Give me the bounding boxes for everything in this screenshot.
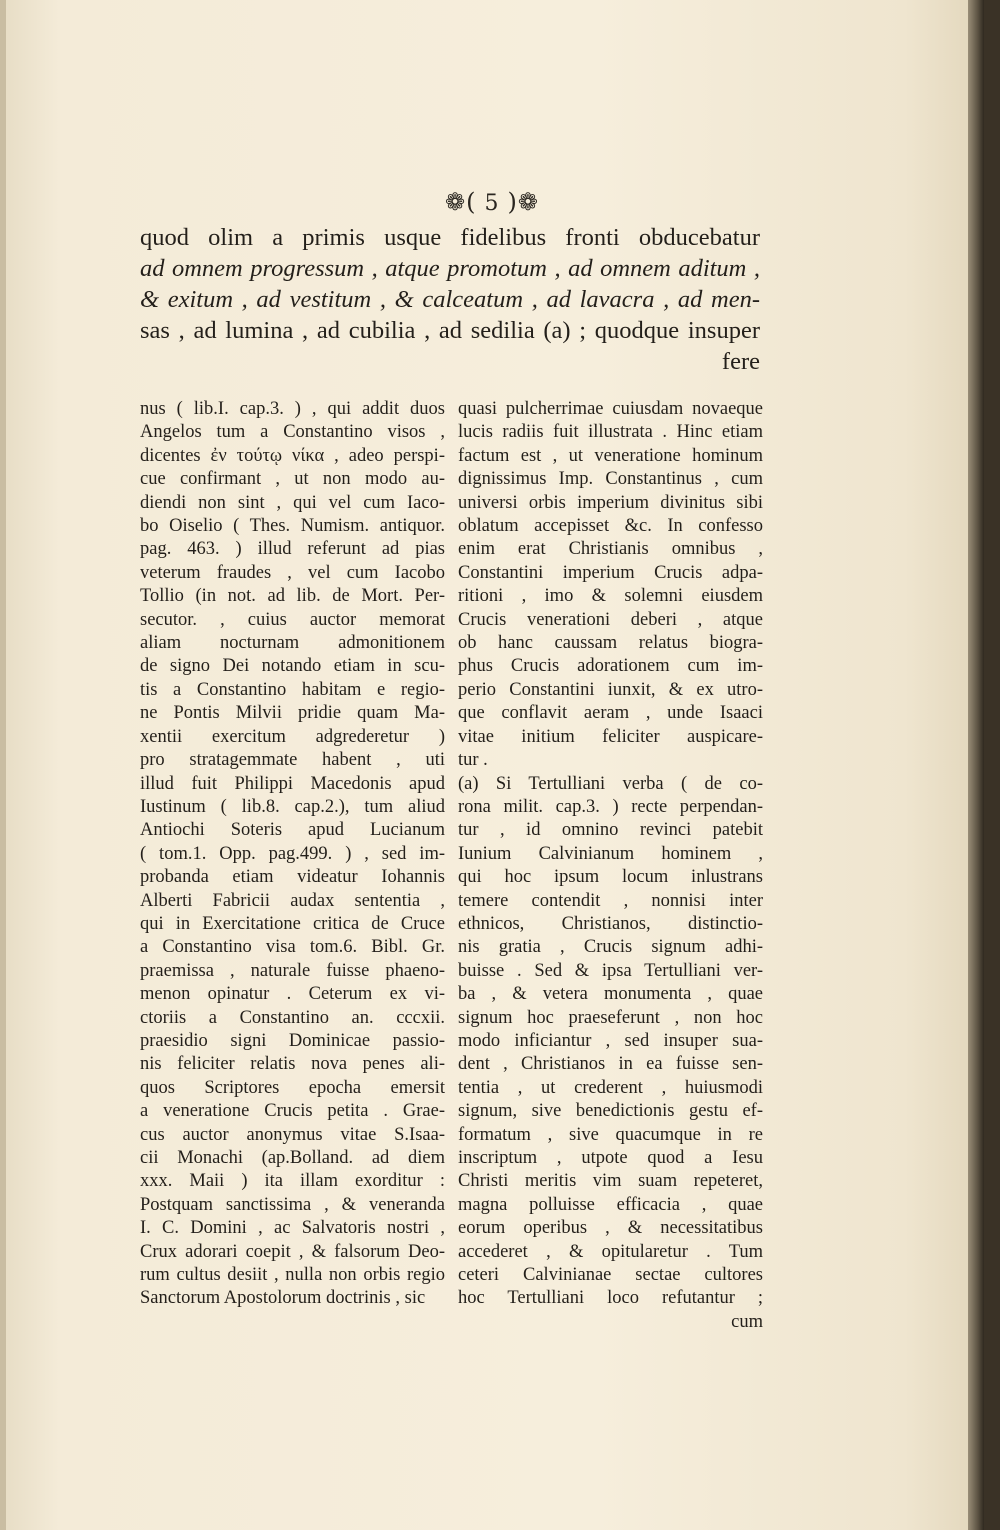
left-column-line: Tollio (in not. ad lib. de Mort. Per-: [140, 586, 445, 607]
right-column-line: perio Constantini iunxit, & ex utro-: [458, 679, 763, 700]
left-column-line: rum cultus desiit , nulla non orbis regio: [140, 1265, 445, 1286]
left-column-line: ctoriis a Constantino an. cccxii.: [140, 1007, 445, 1028]
left-column-line: menon opinatur . Ceterum ex vi-: [140, 984, 445, 1005]
right-column-line: inscriptum , utpote quod a Iesu: [458, 1148, 763, 1168]
right-column-line: ba , & vetera monumenta , quae: [458, 984, 763, 1005]
right-column-line: Crucis venerationi deberi , atque: [458, 609, 763, 630]
right-column-line: enim erat Christianis omnibus ,: [458, 539, 763, 560]
left-column-line: Alberti Fabricii audax sententia ,: [140, 890, 445, 911]
ornament-right-icon: )❁: [507, 188, 539, 216]
right-footnote-column: [458, 398, 763, 1334]
right-column-line: ceteri Calvinianae sectae cultores: [458, 1265, 763, 1286]
book-edge: [968, 0, 984, 1530]
right-column-line: tur .: [458, 750, 488, 771]
left-column-line: pro stratagemmate habent , uti: [140, 750, 445, 771]
left-column-line: xentii exercitum adgrederetur ): [140, 726, 445, 747]
right-column-line: buisse . Sed & ipsa Tertulliani ver-: [458, 960, 763, 981]
left-column-line: secutor. , cuius auctor memorat: [140, 609, 445, 630]
left-column-line: a Constantino visa tom.6. Bibl. Gr.: [140, 937, 445, 958]
main-text-line: ad omnem progressum , atque promotum , ad omnem aditum ,: [140, 255, 760, 282]
right-column-line: ob hanc caussam relatus biogra-: [458, 633, 763, 654]
left-column-line: xxx. Maii ) ita illam exorditur :: [140, 1171, 445, 1192]
right-column-line: nis gratia , Crucis signum adhi-: [458, 937, 763, 958]
left-column-line: bo Oiselio ( Thes. Numism. antiquor.: [140, 516, 445, 537]
left-column-line: illud fuit Philippi Macedonis apud: [140, 773, 445, 794]
right-column-line: magna polluisse efficacia , quae: [458, 1194, 763, 1215]
right-column-line: formatum , sive quacumque in re: [458, 1124, 763, 1145]
right-column-line: ethnicos, Christianos, distinctio-: [458, 913, 763, 934]
right-column-line: quasi pulcherrimae cuiusdam novaeque: [458, 399, 763, 419]
right-column-line: ritioni , imo & solemni eiusdem: [458, 586, 763, 607]
main-text-line: quod olim a primis usque fidelibus fronti obducebatur: [140, 224, 760, 251]
left-column-line: ne Pontis Milvii pridie quam Ma-: [140, 703, 445, 724]
right-column-line: rona milit. cap.3. ) recte perpendan-: [458, 796, 763, 817]
right-column-line: tur , id omnino revinci patebit: [458, 820, 763, 841]
left-column-line: pag. 463. ) illud referunt ad pias: [140, 539, 445, 560]
left-footnote-column: [140, 398, 445, 1311]
left-column-line: ( tom.1. Opp. pag.499. ) , sed im-: [140, 843, 445, 864]
right-column-line: dignissimus Imp. Constantinus , cum: [458, 469, 763, 490]
left-column-line: cue confirmant , ut non modo au-: [140, 469, 445, 490]
ornament-left-icon: ❁(: [445, 188, 477, 216]
left-column-line: Sanctorum Apostolorum doctrinis , sic: [140, 1288, 426, 1309]
left-column-line: diendi non sint , qui vel cum Iaco-: [140, 492, 445, 513]
left-column-line: aliam nocturnam admonitionem: [140, 633, 445, 654]
left-column-line: a veneratione Crucis petita . Grae-: [140, 1101, 445, 1122]
left-column-line: I. C. Domini , ac Salvatoris nostri ,: [140, 1218, 445, 1239]
right-column-line: Christi meritis vim suam repeteret,: [458, 1171, 763, 1192]
right-column-line: tentia , ut crederent , huiusmodi: [458, 1077, 763, 1098]
left-column-line: praesidio signi Dominicae passio-: [140, 1030, 445, 1051]
left-column-line: qui in Exercitatione critica de Cruce: [140, 913, 445, 934]
right-column-line: qui hoc ipsum locum inlustrans: [458, 867, 763, 888]
left-column-line: probanda etiam videatur Iohannis: [140, 867, 445, 888]
right-column-line: hoc Tertulliani loco refutantur ;: [458, 1288, 763, 1309]
right-column-line: dent , Christianos in ea fuisse sen-: [458, 1054, 763, 1075]
left-column-line: Antiochi Soteris apud Lucianum: [140, 820, 445, 841]
left-column-line: dicentes ἐν τούτῳ νίκα , adeo perspi-: [140, 445, 445, 466]
right-column-line: eorum operibus , & necessitatibus: [458, 1218, 763, 1239]
left-column-line: de signo Dei notando etiam in scu-: [140, 656, 445, 677]
right-column-line: (a) Si Tertulliani verba ( de co-: [458, 773, 763, 794]
left-column-line: Postquam sanctissima , & veneranda: [140, 1194, 445, 1215]
main-text-catchword: fere: [721, 348, 760, 375]
right-column-line: phus Crucis adorationem cum im-: [458, 656, 763, 677]
page-header: [0, 188, 984, 216]
right-column-line: signum hoc praeseferunt , non hoc: [458, 1007, 763, 1028]
right-column-line: Iunium Calvinianum hominem ,: [458, 843, 763, 864]
right-column-line: vitae initium feliciter auspicare-: [458, 726, 763, 747]
right-column-line: oblatum accepisset &c. In confesso: [458, 516, 763, 537]
left-column-line: nus ( lib.I. cap.3. ) , qui addit duos: [140, 399, 445, 419]
left-column-line: Crux adorari coepit , & falsorum Deo-: [140, 1241, 445, 1262]
left-column-line: Iustinum ( lib.8. cap.2.), tum aliud: [140, 796, 445, 817]
left-column-line: praemissa , naturale fuisse phaeno-: [140, 960, 445, 981]
left-column-line: cii Monachi (ap.Bolland. ad diem: [140, 1148, 445, 1168]
left-column-line: tis a Constantino habitam e regio-: [140, 679, 445, 700]
right-column-line: signum, sive benedictionis gestu ef-: [458, 1101, 763, 1122]
left-column-line: quos Scriptores epocha emersit: [140, 1077, 445, 1098]
main-text-line: sas , ad lumina , ad cubilia , ad sedilia (a) ; quodque insuper: [140, 317, 760, 344]
left-column-line: Angelos tum a Constantino visos ,: [140, 422, 445, 443]
right-column-line: factum est , ut veneratione hominum: [458, 445, 763, 466]
page-gutter: [0, 0, 6, 1530]
right-column-line: lucis radiis fuit illustrata . Hinc etiam: [458, 422, 763, 443]
page-number: 5: [484, 191, 500, 216]
right-column-line: que conflavit aeram , unde Isaaci: [458, 703, 763, 724]
left-column-line: veterum fraudes , vel cum Iacobo: [140, 562, 445, 583]
right-column-line: modo inficiantur , sed insuper sua-: [458, 1030, 763, 1051]
right-column-line: universi orbis imperium divinitus sibi: [458, 492, 763, 513]
right-column-line: accederet , & opitularetur . Tum: [458, 1241, 763, 1262]
main-text-block: [140, 222, 760, 377]
left-column-line: nis feliciter relatis nova penes ali-: [140, 1054, 445, 1075]
main-text-line: & exitum , ad vestitum , & calceatum , ad lavacra , ad men-: [140, 286, 760, 313]
right-column-line: temere contendit , nonnisi inter: [458, 890, 763, 911]
left-column-line: cus auctor anonymus vitae S.Isaa-: [140, 1124, 445, 1145]
right-column-line: Constantini imperium Crucis adpa-: [458, 562, 763, 583]
right-column-line: cum: [731, 1311, 763, 1332]
